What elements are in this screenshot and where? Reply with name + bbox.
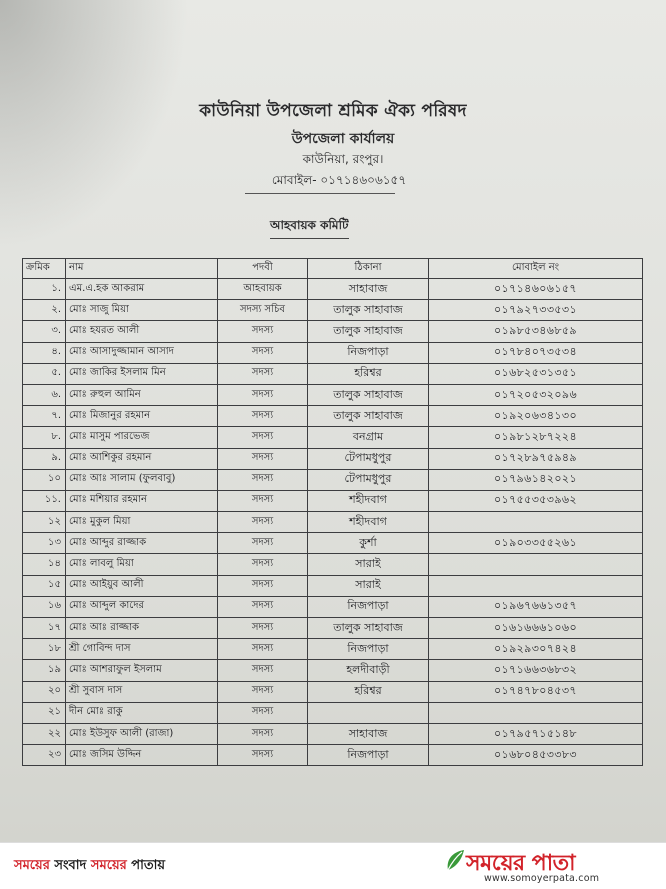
mobile-cell: ০১৭২৮৯৭৫৯৪৯	[429, 448, 643, 469]
serial-cell: ২.	[23, 300, 66, 321]
address-cell: নিজপাড়া	[308, 745, 429, 766]
serial-cell: ৭.	[23, 406, 66, 427]
address-cell: সাহাবাজ	[308, 723, 429, 744]
name-cell: মোঃ আঃ রাজ্জাক	[66, 618, 218, 639]
serial-cell: ৫.	[23, 363, 66, 384]
address-cell	[308, 702, 429, 723]
table-row	[23, 639, 643, 660]
address-cell: নিজপাড়া	[308, 596, 429, 617]
serial-cell: ৯.	[23, 448, 66, 469]
address-cell: শহীদবাগ	[308, 512, 429, 533]
designation-cell: সদস্য	[218, 639, 308, 660]
designation-cell: সদস্য	[218, 660, 308, 681]
mobile-cell: ০১৭৯৬১৪২০২১	[429, 469, 643, 490]
designation-cell: সদস্য	[218, 723, 308, 744]
table-row	[23, 723, 643, 744]
column-header-name: নাম	[66, 259, 218, 279]
address-cell: নিজপাড়া	[308, 342, 429, 363]
mobile-cell: ০১৭১৬৬৩৬৮৩২	[429, 660, 643, 681]
leaf-icon	[444, 848, 466, 872]
name-cell: মোঃ মিজানুর রহমান	[66, 406, 218, 427]
serial-cell: ৮.	[23, 427, 66, 448]
designation-cell: আহবায়ক	[218, 279, 308, 300]
address-cell: সারাই	[308, 575, 429, 596]
serial-cell: ১০	[23, 469, 66, 490]
mobile-cell: ০১৯৮১২৮৭২২৪	[429, 427, 643, 448]
table-row	[23, 745, 643, 766]
slogan-part: পাতায়	[126, 858, 166, 873]
name-cell: মোঃ আশিকুর রহমান	[66, 448, 218, 469]
table-row	[23, 596, 643, 617]
table-row	[23, 300, 643, 321]
designation-cell: সদস্য	[218, 448, 308, 469]
name-cell: মোঃ জসিম উদ্দিন	[66, 745, 218, 766]
table-row	[23, 469, 643, 490]
serial-cell: ১৬	[23, 596, 66, 617]
serial-cell: ২০	[23, 681, 66, 702]
footer-slogan	[14, 856, 165, 877]
table-row	[23, 279, 643, 300]
table-row	[23, 618, 643, 639]
table-header-row	[23, 259, 643, 279]
designation-cell: সদস্য	[218, 681, 308, 702]
address-cell: সারাই	[308, 554, 429, 575]
mobile-cell	[429, 575, 643, 596]
table-row	[23, 448, 643, 469]
address-cell: হরিশ্বর	[308, 681, 429, 702]
slogan-part: সংবাদ	[49, 858, 91, 873]
mobile-cell	[429, 554, 643, 575]
mobile-cell: ০১৭৫৫৩৫৩৯৬২	[429, 490, 643, 511]
name-cell: শ্রী সুবাস দাস	[66, 681, 218, 702]
serial-cell: ২১	[23, 702, 66, 723]
name-cell: দীন মোঃ রাকু	[66, 702, 218, 723]
name-cell: শ্রী গোবিন্দ দাস	[66, 639, 218, 660]
serial-cell: ১৪	[23, 554, 66, 575]
serial-cell: ১৫	[23, 575, 66, 596]
mobile-cell: ০১৭১৪৬০৬১৫৭	[429, 279, 643, 300]
table-row	[23, 512, 643, 533]
mobile-line: মোবাইল- ০১৭১৪৬০৬১৫৭	[271, 173, 407, 187]
name-cell: মোঃ হযরত আলী	[66, 321, 218, 342]
serial-cell: ২২	[23, 723, 66, 744]
address-cell: টেপামধুপুর	[308, 448, 429, 469]
serial-cell: ১২	[23, 512, 66, 533]
table-row	[23, 660, 643, 681]
organization-name: কাউনিয়া উপজেলা শ্রমিক ঐক্য পরিষদ	[199, 101, 467, 121]
designation-cell: সদস্য	[218, 427, 308, 448]
serial-cell: ১৭	[23, 618, 66, 639]
address-cell: তালুক সাহাবাজ	[308, 384, 429, 405]
address-cell: হরিশ্বর	[308, 363, 429, 384]
address-cell: তালুক সাহাবাজ	[308, 321, 429, 342]
table-row	[23, 427, 643, 448]
designation-cell: সদস্য	[218, 575, 308, 596]
address-cell: তালুক সাহাবাজ	[308, 406, 429, 427]
column-header-serial: ক্রমিক	[23, 259, 66, 279]
designation-cell: সদস্য	[218, 618, 308, 639]
site-url: www.somoyerpata.com	[484, 873, 600, 884]
mobile-cell	[429, 512, 643, 533]
header-underline	[245, 193, 395, 194]
mobile-cell: ০১৭৪৭৮০৪৫৩৭	[429, 681, 643, 702]
name-cell: মোঃ জাকির ইসলাম মিন	[66, 363, 218, 384]
mobile-cell: ০১৬৮০৪৫৩৩৮৩	[429, 745, 643, 766]
serial-cell: ২৩	[23, 745, 66, 766]
name-cell: মোঃ মাসুম পারভেজ	[66, 427, 218, 448]
mobile-cell: ০১৯৬৭৬৬১৩৫৭	[429, 596, 643, 617]
designation-cell: সদস্য	[218, 596, 308, 617]
column-header-designation: পদবী	[218, 259, 308, 279]
name-cell: মোঃ আশরাফুল ইসলাম	[66, 660, 218, 681]
name-cell: মোঃ মুকুল মিয়া	[66, 512, 218, 533]
designation-cell: সদস্য	[218, 363, 308, 384]
somoyer-pata-logo[interactable]	[444, 846, 660, 886]
address-cell: বনগ্রাম	[308, 427, 429, 448]
name-cell: মোঃ আঃ সালাম (ফুলবাবু)	[66, 469, 218, 490]
table-body	[23, 279, 643, 766]
designation-cell: সদস্য সচিব	[218, 300, 308, 321]
slogan-part: সময়ের	[90, 858, 127, 873]
mobile-cell: ০১৭৮৪০৭৩৫৩৪	[429, 342, 643, 363]
serial-cell: ১৯	[23, 660, 66, 681]
serial-cell: ৬.	[23, 384, 66, 405]
name-cell: মোঃ আব্দুল কাদের	[66, 596, 218, 617]
committee-title: আহবায়ক কমিটি	[270, 217, 349, 239]
mobile-cell: ০১৭২০৫৩২০৯৬	[429, 384, 643, 405]
office-name: উপজেলা কার্যালয়	[291, 131, 395, 147]
mobile-cell: ০১৯২৯৩০৭৪২৪	[429, 639, 643, 660]
address-cell: নিজপাড়া	[308, 639, 429, 660]
name-cell: মোঃ ইউসুফ আলী (রাজা)	[66, 723, 218, 744]
designation-cell: সদস্য	[218, 490, 308, 511]
serial-cell: ৪.	[23, 342, 66, 363]
table-row	[23, 321, 643, 342]
mobile-cell	[429, 702, 643, 723]
mobile-cell: ০১৭৯৫৭১৫১৪৮	[429, 723, 643, 744]
column-header-mobile: মোবাইল নং	[429, 259, 643, 279]
designation-cell: সদস্য	[218, 321, 308, 342]
table-row	[23, 702, 643, 723]
mobile-cell: ০১৬৮২৫৩১৩৫১	[429, 363, 643, 384]
name-cell: মোঃ আব্দুর রাজ্জাক	[66, 533, 218, 554]
mobile-cell: ০১৬১৬৬৬১০৬০	[429, 618, 643, 639]
table-row	[23, 363, 643, 384]
designation-cell: সদস্য	[218, 512, 308, 533]
serial-cell: ১৩	[23, 533, 66, 554]
name-cell: এম.এ.হক আকরাম	[66, 279, 218, 300]
address-cell: তালুক সাহাবাজ	[308, 300, 429, 321]
committee-table	[22, 258, 643, 766]
designation-cell: সদস্য	[218, 384, 308, 405]
serial-cell: ১.	[23, 279, 66, 300]
name-cell: মোঃ মশিয়ার রহমান	[66, 490, 218, 511]
designation-cell: সদস্য	[218, 469, 308, 490]
address-cell: তালুক সাহাবাজ	[308, 618, 429, 639]
mobile-cell: ০১৯৮৫৩৪৬৮৫৯	[429, 321, 643, 342]
designation-cell: সদস্য	[218, 745, 308, 766]
designation-cell: সদস্য	[218, 702, 308, 723]
address-line: কাউনিয়া, রংপুর।	[302, 152, 384, 166]
mobile-cell: ০১৯০৩৩৫৫২৬১	[429, 533, 643, 554]
logo-text: সময়ের পাতা	[466, 851, 576, 876]
mobile-cell: ০১৭৯২৭৩৩৫৩১	[429, 300, 643, 321]
name-cell: মোঃ আসাদুজ্জামান আসাদ	[66, 342, 218, 363]
table-row	[23, 575, 643, 596]
table-row	[23, 384, 643, 405]
address-cell: সাহাবাজ	[308, 279, 429, 300]
designation-cell: সদস্য	[218, 554, 308, 575]
footer-bar	[0, 842, 666, 889]
name-cell: মোঃ সাজু মিয়া	[66, 300, 218, 321]
table-row	[23, 681, 643, 702]
address-cell: হলদীবাড়ী	[308, 660, 429, 681]
designation-cell: সদস্য	[218, 406, 308, 427]
column-header-address: ঠিকানা	[308, 259, 429, 279]
serial-cell: ১১.	[23, 490, 66, 511]
address-cell: কুর্শা	[308, 533, 429, 554]
table-row	[23, 406, 643, 427]
table-row	[23, 342, 643, 363]
mobile-cell: ০১৯২০৬৩৪১৩০	[429, 406, 643, 427]
slogan-part: সময়ের	[14, 858, 50, 873]
name-cell: মোঃ লাবলু মিয়া	[66, 554, 218, 575]
address-cell: শহীদবাগ	[308, 490, 429, 511]
table-row	[23, 554, 643, 575]
table-row	[23, 490, 643, 511]
table-row	[23, 533, 643, 554]
designation-cell: সদস্য	[218, 533, 308, 554]
serial-cell: ১৮	[23, 639, 66, 660]
address-cell: টেপামধুপুর	[308, 469, 429, 490]
serial-cell: ৩.	[23, 321, 66, 342]
name-cell: মোঃ আইয়ুব আলী	[66, 575, 218, 596]
name-cell: মোঃ রুহুল আমিন	[66, 384, 218, 405]
designation-cell: সদস্য	[218, 342, 308, 363]
